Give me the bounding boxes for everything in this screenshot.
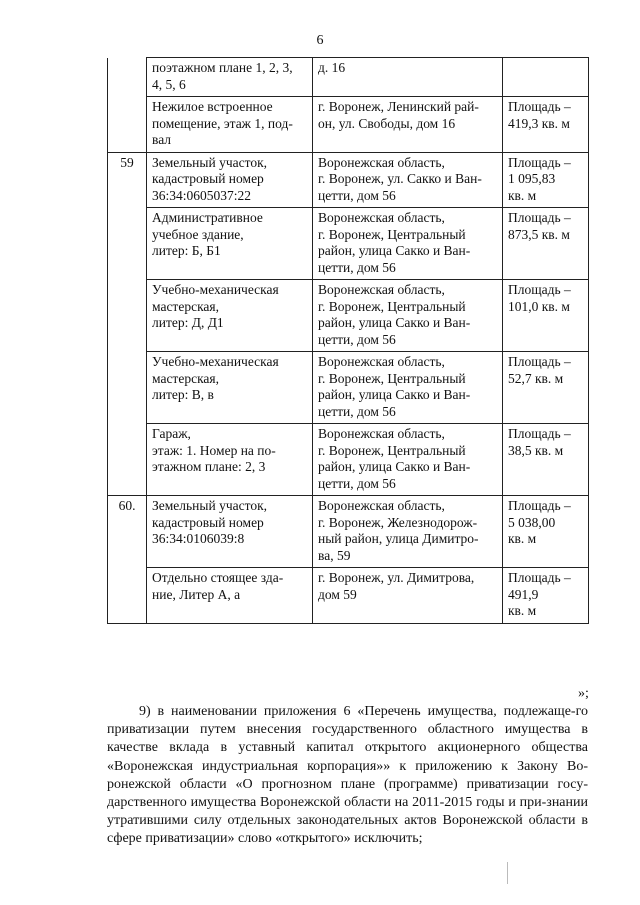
property-address: д. 16 (313, 58, 503, 97)
row-number (108, 424, 147, 496)
table-row (108, 352, 589, 424)
row-number (108, 58, 147, 97)
property-address: Воронежская область, г. Воронеж, Железнодорож- ный район, улица Димитро- ва, 59 (313, 496, 503, 568)
page-number: 6 (316, 33, 324, 48)
table-row (108, 152, 589, 208)
table-row (108, 280, 589, 352)
property-name: Гараж, этаж: 1. Номер на по- этажном плане: 2, 3 (147, 424, 313, 496)
property-address: Воронежская область, г. Воронеж, Центральный район, улица Сакко и Ван- цетти, дом 56 (313, 208, 503, 280)
property-address: Воронежская область, г. Воронеж, ул. Сакко и Ван- цетти, дом 56 (313, 152, 503, 208)
row-number (108, 208, 147, 280)
property-area: Площадь – 419,3 кв. м (503, 97, 589, 153)
property-area: Площадь – 52,7 кв. м (503, 352, 589, 424)
property-area: Площадь – 1 095,83 кв. м (503, 152, 589, 208)
table-row (108, 424, 589, 496)
property-name: поэтажном плане 1, 2, 3, 4, 5, 6 (147, 58, 313, 97)
property-area: Площадь – 873,5 кв. м (503, 208, 589, 280)
property-address: г. Воронеж, Ленинский рай- он, ул. Свободы, дом 16 (313, 97, 503, 153)
margin-mark (507, 862, 508, 884)
table-row (108, 208, 589, 280)
property-area: Площадь – 101,0 кв. м (503, 280, 589, 352)
property-area (503, 58, 589, 97)
property-name: Отдельно стоящее зда- ние, Литер А, а (147, 568, 313, 624)
row-number (108, 280, 147, 352)
row-number (108, 97, 147, 153)
table-row (108, 97, 589, 153)
property-address: Воронежская область, г. Воронеж, Центральный район, улица Сакко и Ван- цетти, дом 56 (313, 424, 503, 496)
property-address: Воронежская область, г. Воронеж, Центральный район, улица Сакко и Ван- цетти, дом 56 (313, 352, 503, 424)
property-name: Учебно-механическая мастерская, литер: В, в (147, 352, 313, 424)
property-name: Земельный участок, кадастровый номер 36:34:0605037:22 (147, 152, 313, 208)
property-address: г. Воронеж, ул. Димитрова, дом 59 (313, 568, 503, 624)
row-number (108, 568, 147, 624)
property-area: Площадь – 491,9 кв. м (503, 568, 589, 624)
row-number: 59 (108, 152, 147, 208)
property-name: Земельный участок, кадастровый номер 36:34:0106039:8 (147, 496, 313, 568)
property-table (107, 57, 589, 624)
row-number: 60. (108, 496, 147, 568)
property-area: Площадь – 38,5 кв. м (503, 424, 589, 496)
property-name: Административное учебное здание, литер: Б, Б1 (147, 208, 313, 280)
property-address: Воронежская область, г. Воронеж, Центральный район, улица Сакко и Ван- цетти, дом 56 (313, 280, 503, 352)
property-name: Нежилое встроенное помещение, этаж 1, под- вал (147, 97, 313, 153)
row-number (108, 352, 147, 424)
property-area: Площадь – 5 038,00 кв. м (503, 496, 589, 568)
property-name: Учебно-механическая мастерская, литер: Д, Д1 (147, 280, 313, 352)
amendment-paragraph: 9) в наименовании приложения 6 «Перечень имущества, подлежаще-го приватизации путем внесения государственного областного имущества в качестве вклада в уставный капитал открытого акционерного общества «Воронежская индустриальная корпорация»» к приложению к Закону Во-ронежской области «О прогнозном плане (программе) приватизации госу-дарственного имущества Воронежской области на 2011-2015 годы и при-знании утратившими силу отдельных законодательных актов Воронежской области в сфере приватизации» слово «открытого» исключить; (107, 704, 588, 847)
closing-quote-mark: »; (578, 686, 589, 701)
table-row (108, 568, 589, 624)
table-row (108, 58, 589, 97)
table-row (108, 496, 589, 568)
